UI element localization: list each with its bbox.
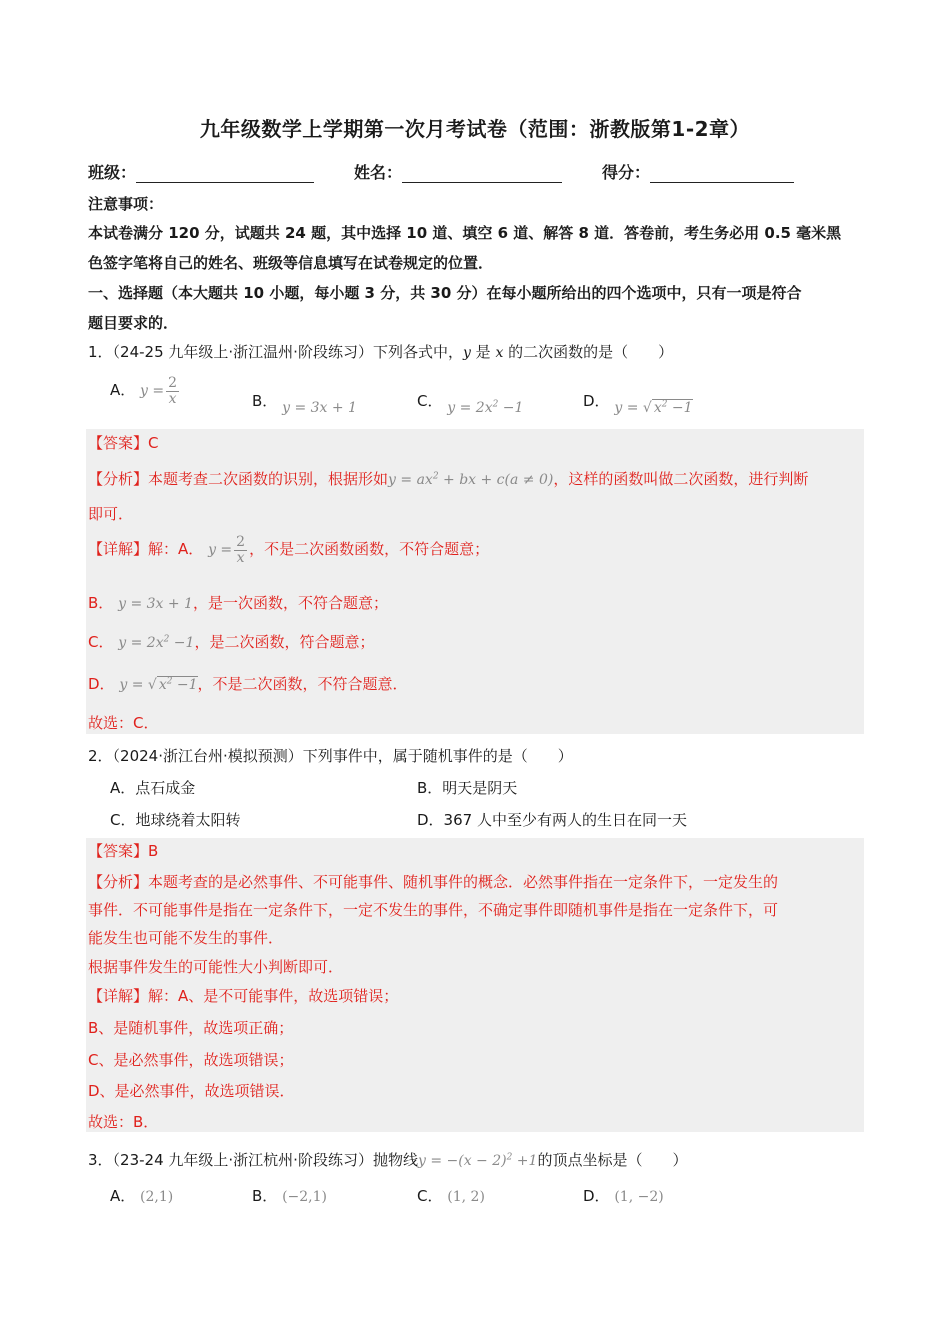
q3-stem xyxy=(88,1149,868,1170)
q1-option-b-label: B． xyxy=(252,392,278,410)
q2-option-d[interactable]: D．367 人中至少有两人的生日在同一天 xyxy=(417,811,687,829)
q1-detail-a-den: x xyxy=(236,549,245,566)
q2-detail-line-3: C、是必然事件，故选项错误； xyxy=(88,1051,294,1069)
q3-option-b-label: B． xyxy=(252,1187,278,1205)
q2-answer: 【答案】B xyxy=(88,842,159,860)
page-title: 九年级数学上学期第一次月考试卷（范围：浙教版第1-2章） xyxy=(199,117,751,141)
q2-source: （2024·浙江台州·模拟预测） xyxy=(112,747,303,765)
score-label: 得分： xyxy=(602,163,651,182)
q1-d-radicand xyxy=(652,399,693,416)
notes-line-1: 本试卷满分 120 分，试题共 24 题，其中选择 10 道、填空 6 道、解答 8 道．答卷前，考生务必用 0.5 毫米黑 xyxy=(88,224,842,242)
q1-option-b[interactable] xyxy=(252,390,357,416)
q1-detail-d-radicand xyxy=(157,676,198,693)
q1-analysis-math-c: (a ≠ 0) xyxy=(504,472,554,488)
q1-analysis-math-a: y = ax xyxy=(388,472,433,488)
q3-source: （23-24 九年级上·浙江杭州·阶段练习） xyxy=(112,1151,373,1169)
q1-analysis-b: ，这样的函数叫做二次函数，进行判断 xyxy=(553,470,809,488)
q2-detail-1: 解：A、是不可能事件，故选项错误； xyxy=(148,987,399,1005)
q1-option-d[interactable] xyxy=(583,390,693,416)
q1-detail-d-text: ，不是二次函数，不符合题意． xyxy=(197,675,408,693)
q1-var-x: x xyxy=(495,345,504,361)
q1-option-d-label: D． xyxy=(583,392,610,410)
name-field xyxy=(354,160,562,183)
q3-stem-math-b: +1 xyxy=(512,1153,538,1169)
q1-analysis-math-exp: 2 xyxy=(432,471,439,482)
q1-detail-d-radical: √ xyxy=(147,677,157,693)
q1-option-c[interactable] xyxy=(417,390,524,416)
q1-d-base: x xyxy=(653,400,662,416)
q1-analysis-math-b: + bx + c xyxy=(438,472,505,488)
q3-stem-end: 的顶点坐标是（ ） xyxy=(537,1151,688,1169)
q1-stem-mid: 是 xyxy=(470,343,496,361)
q1-detail-c-label: C． xyxy=(88,633,114,651)
q1-detail-d-label: D． xyxy=(88,675,115,693)
q1-option-a-math xyxy=(140,375,181,407)
section1-line-2: 题目要求的． xyxy=(88,314,179,332)
q1-c-lhs: y = 2x xyxy=(447,400,493,416)
q3-option-c-math: (1, 2) xyxy=(447,1189,485,1205)
q3-option-d[interactable] xyxy=(583,1185,664,1206)
score-field xyxy=(602,160,794,183)
q1-detail-c-rhs: −1 xyxy=(169,635,195,651)
class-field xyxy=(88,160,314,183)
q1-analysis-line-1 xyxy=(88,468,868,489)
q1-detail-d-lhs: y = xyxy=(119,677,148,693)
q3-option-b-math: (−2,1) xyxy=(282,1189,327,1205)
q1-detail-a-lhs: y = xyxy=(208,542,233,559)
q3-option-b[interactable] xyxy=(252,1185,327,1206)
q2-analysis-line-4: 根据事件发生的可能性大小判断即可． xyxy=(88,958,344,976)
q1-detail-d-base: x xyxy=(158,677,167,693)
q1-detail-line-b xyxy=(88,592,868,613)
q1-analysis-line-2: 即可． xyxy=(88,505,134,523)
q1-stem-end: 的二次函数的是（ ） xyxy=(503,343,674,361)
q2-option-c[interactable]: C．地球绕着太阳转 xyxy=(110,811,241,829)
score-blank xyxy=(650,164,794,183)
q1-a-den: x xyxy=(168,390,177,407)
q3-option-a[interactable] xyxy=(110,1185,173,1206)
q1-answer: 【答案】C xyxy=(88,434,159,452)
notes-heading: 注意事项： xyxy=(88,195,164,213)
q2-conclusion: 故选：B． xyxy=(88,1113,159,1131)
q1-detail-d-rhs: −1 xyxy=(172,677,198,693)
q1-number: 1． xyxy=(88,343,113,361)
q2-analysis-line-2: 事件．不可能事件是指在一定条件下，一定不发生的事件，不确定事件即随机事件是指在一定条件下，可 xyxy=(88,901,779,919)
q2-stem-text: 下列事件中，属于随机事件的是（ ） xyxy=(302,747,573,765)
q1-option-a[interactable] xyxy=(110,376,181,406)
q1-analysis-a: 本题考查二次函数的识别，根据形如 xyxy=(148,470,389,488)
q1-detail-d-exp: 2 xyxy=(166,676,173,687)
q2-analysis-1: 本题考查的是必然事件、不可能事件、随机事件的概念．必然事件指在一定条件下，一定发生的 xyxy=(148,873,779,891)
q2-detail-line-1 xyxy=(88,985,868,1006)
q1-detail-line-a xyxy=(88,535,868,565)
q3-option-a-math: (2,1) xyxy=(140,1189,174,1205)
q1-detail-c-text: ，是二次函数，符合题意； xyxy=(194,633,375,651)
q1-d-radical: √ xyxy=(642,400,652,416)
q3-number: 3． xyxy=(88,1151,113,1169)
student-info-row xyxy=(88,160,868,184)
q1-stem xyxy=(88,341,868,362)
q1-c-rhs: −1 xyxy=(498,400,524,416)
q2-analysis-tag: 【分析】 xyxy=(88,873,149,891)
class-label: 班级： xyxy=(88,163,137,182)
class-blank xyxy=(136,164,314,183)
q1-option-d-math xyxy=(614,400,692,416)
q1-d-rhs: −1 xyxy=(667,400,693,416)
notes-line-2: 色签字笔将自己的姓名、班级等信息填写在试卷规定的位置． xyxy=(88,254,494,272)
q2-detail-line-4: D、是必然事件，故选项错误． xyxy=(88,1082,295,1100)
section1-line-1: 一、选择题（本大题共 10 小题，每小题 3 分，共 30 分）在每小题所给出的四个选项中，只有一项是符合 xyxy=(88,284,802,302)
q3-stem-math-a: y = −(x − 2) xyxy=(417,1153,507,1169)
q3-stem-text: 抛物线 xyxy=(372,1151,418,1169)
q2-detail-tag: 【详解】 xyxy=(88,987,149,1005)
q2-option-a[interactable]: A．点石成金 xyxy=(110,779,196,797)
q1-option-a-label: A． xyxy=(110,381,136,400)
q2-number: 2． xyxy=(88,747,113,765)
q1-option-c-label: C． xyxy=(417,392,443,410)
q1-detail-b-label: B． xyxy=(88,594,114,612)
q1-detail-b-text: ，是一次函数，不符合题意； xyxy=(192,594,388,612)
q3-option-d-label: D． xyxy=(583,1187,610,1205)
q1-var-y: y xyxy=(462,345,471,361)
q3-option-c[interactable] xyxy=(417,1185,485,1206)
q1-detail-d-math xyxy=(119,676,197,693)
q2-detail-line-2: B、是随机事件，故选项正确； xyxy=(88,1019,294,1037)
q1-analysis-tag: 【分析】 xyxy=(88,470,149,488)
q1-analysis-math xyxy=(388,472,553,488)
q1-detail-a-math xyxy=(208,534,249,566)
q2-analysis-line-3: 能发生也可能不发生的事件． xyxy=(88,929,284,947)
q1-option-c-math xyxy=(447,400,523,416)
q1-stem-text: 下列各式中， xyxy=(372,343,463,361)
q2-option-b[interactable]: B．明天是阴天 xyxy=(417,779,518,797)
q1-detail-c-math xyxy=(118,635,194,651)
q3-stem-math-exp: 2 xyxy=(506,1152,513,1163)
q1-detail-line-c xyxy=(88,631,868,652)
q3-option-d-math: (1, −2) xyxy=(614,1189,664,1205)
q1-detail-tag: 【详解】 xyxy=(88,540,149,559)
q1-d-exp: 2 xyxy=(661,399,668,410)
q1-source: （24-25 九年级上·浙江温州·阶段练习） xyxy=(112,343,373,361)
q1-detail-b-math: y = 3x + 1 xyxy=(118,596,193,612)
q1-a-lhs: y = xyxy=(140,383,165,400)
q1-detail-c-lhs: y = 2x xyxy=(118,635,164,651)
q3-stem-math xyxy=(418,1153,537,1169)
q3-option-c-label: C． xyxy=(417,1187,443,1205)
q1-option-b-math: y = 3x + 1 xyxy=(282,400,357,416)
q1-a-num: 2 xyxy=(168,375,178,391)
q1-detail-a-text: ，不是二次函数函数，不符合题意； xyxy=(249,540,490,559)
q1-detail-a-num: 2 xyxy=(236,534,246,550)
q1-detail-line-d xyxy=(88,673,868,694)
name-blank xyxy=(402,164,562,183)
q2-analysis-line-1 xyxy=(88,871,868,892)
q2-stem xyxy=(88,745,868,766)
name-label: 姓名： xyxy=(354,163,403,182)
q1-c-exp: 2 xyxy=(492,399,499,410)
q1-detail-intro: 解：A． xyxy=(148,540,204,559)
q1-d-lhs: y = xyxy=(614,400,643,416)
q1-conclusion: 故选：C． xyxy=(88,714,159,732)
q1-detail-c-exp: 2 xyxy=(163,634,170,645)
q3-option-a-label: A． xyxy=(110,1187,136,1205)
